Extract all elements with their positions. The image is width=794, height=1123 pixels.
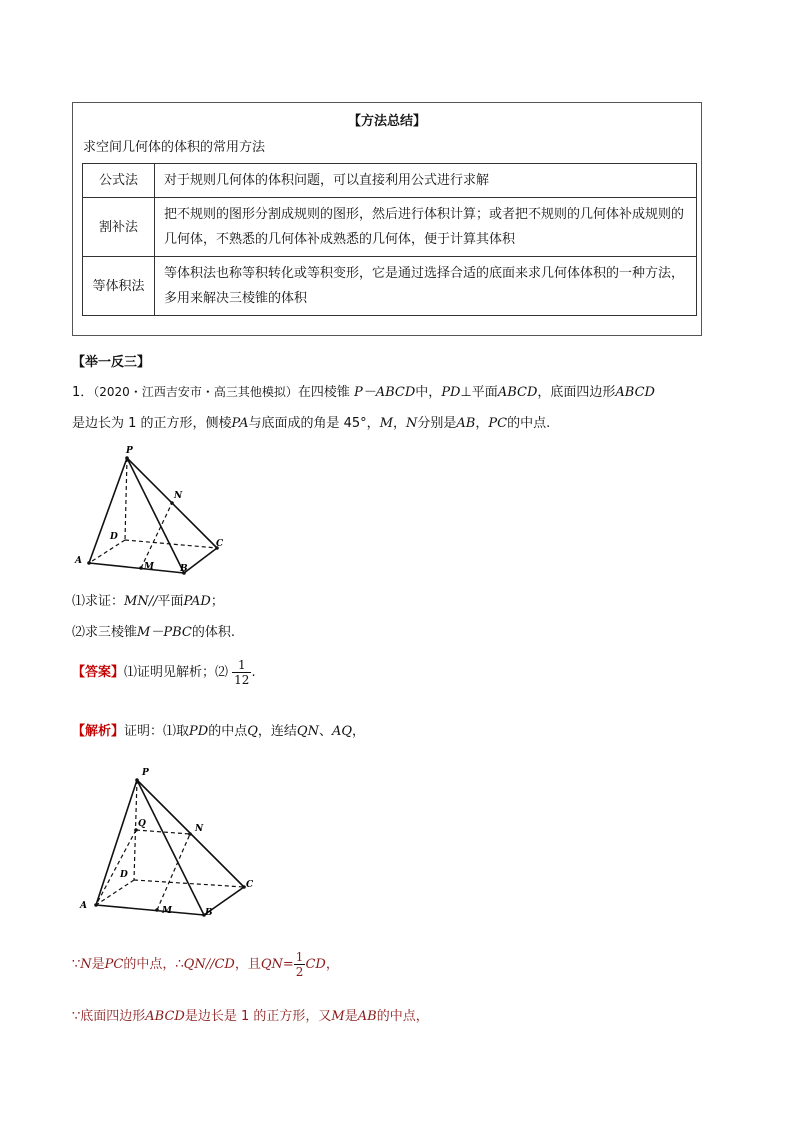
table-row [83, 164, 697, 198]
analysis-text: ， [352, 724, 366, 739]
math-expr: PA [231, 416, 249, 431]
because-symbol: ∵ [72, 1009, 81, 1024]
methods-table [82, 163, 697, 316]
method-desc: 把不规则的图形分割成规则的图形，然后进行体积计算；或者把不规则的几何体补成规则的几何体，不熟悉的几何体补成熟悉的几何体，便于计算其体积 [155, 198, 697, 257]
step-text: 的中点，∴ [123, 957, 184, 972]
label-C: C [216, 539, 224, 549]
problem-line-2 [72, 412, 550, 431]
problem-text: 是边长为 1 的正方形，侧棱 [72, 416, 232, 431]
math-expr: ABCD [497, 385, 538, 400]
math-expr: AB [456, 416, 476, 431]
math-expr: PD [441, 385, 461, 400]
math-expr: QN//CD [183, 957, 235, 972]
math-expr: PD [189, 724, 209, 739]
pyramid-figure-2 [72, 760, 262, 925]
method-desc: 对于规则几何体的体积问题，可以直接利用公式进行求解 [155, 164, 697, 198]
math-expr: QN [260, 957, 283, 972]
method-summary-box [72, 102, 702, 336]
problem-text: 中， [415, 385, 442, 400]
question-text: 平面 [157, 594, 184, 609]
math-expr: AQ [331, 724, 353, 739]
analysis-tag: 【解析】 [72, 724, 125, 739]
step-text: 的中点， [376, 1009, 429, 1024]
math-expr: Q [247, 724, 258, 739]
analysis-text: ，连结 [257, 724, 297, 739]
table-row [83, 198, 697, 257]
answer-line [72, 658, 256, 687]
step-text: 底面四边形 [80, 1009, 146, 1024]
solution-step-2 [72, 1005, 429, 1024]
answer-text: ⑴证明见解析；⑵ [124, 665, 229, 680]
question-text: ； [210, 594, 224, 609]
answer-text: . [251, 665, 256, 680]
solution-step-1 [72, 950, 339, 979]
math-expr: M－PBC [137, 625, 192, 640]
label-P: P [142, 768, 149, 778]
problem-text: 与底面成的角是 45°， [248, 416, 380, 431]
question-text: 的体积. [191, 625, 235, 640]
math-expr: MN// [124, 594, 158, 609]
answer-tag: 【答案】 [72, 665, 125, 680]
math-expr: N [406, 416, 418, 431]
method-name: 割补法 [83, 198, 155, 257]
label-B: B [205, 908, 213, 918]
equals-sign: = [282, 957, 294, 972]
label-B: B [180, 564, 188, 574]
problem-text: 的中点. [507, 416, 551, 431]
problem-text: 在四棱锥 [297, 385, 350, 400]
question-text: ⑵求三棱锥 [72, 625, 138, 640]
problem-text: ，底面四边形 [537, 385, 616, 400]
math-expr: ABCD [615, 385, 655, 400]
math-expr: ABCD [145, 1009, 185, 1024]
label-A: A [75, 556, 82, 566]
math-expr: QN [296, 724, 319, 739]
answer-fraction [232, 658, 251, 687]
summary-subtitle: 求空间几何体的体积的常用方法 [83, 140, 266, 155]
analysis-text: 的中点 [208, 724, 248, 739]
half-fraction [294, 950, 306, 979]
table-row [83, 257, 697, 316]
problem-source: （2020・江西吉安市・高三其他模拟） [93, 385, 298, 399]
label-P: P [126, 446, 133, 456]
pyramid-figure-1 [70, 442, 240, 582]
step-text: 是 [91, 957, 105, 972]
math-expr: P－ABCD [353, 385, 416, 400]
step-text: 是边长是 1 的正方形，又 [184, 1009, 332, 1024]
math-expr: PAD [183, 594, 211, 609]
question-text: ⑴求证： [72, 594, 125, 609]
problem-text: ， [475, 416, 489, 431]
math-expr: M [331, 1009, 345, 1024]
math-expr: AB [357, 1009, 377, 1024]
math-expr: M [379, 416, 393, 431]
math-expr: CD [305, 957, 326, 972]
summary-title: 【方法总结】 [347, 114, 426, 129]
step-text: ， [325, 957, 339, 972]
label-C: C [246, 880, 254, 890]
label-M: M [144, 562, 154, 572]
label-D: D [120, 870, 128, 880]
label-N: N [195, 824, 204, 834]
step-text: ，且 [234, 957, 261, 972]
method-desc: 等体积法也称等积转化或等积变形，它是通过选择合适的底面来求几何体体积的一种方法，多用来解决三棱锥的体积 [155, 257, 697, 316]
analysis-text: 、 [318, 724, 332, 739]
because-symbol: ∵ [72, 957, 81, 972]
step-text: 是 [344, 1009, 358, 1024]
label-Q: Q [138, 819, 146, 829]
analysis-text: 证明：⑴取 [124, 724, 190, 739]
problem-line-1 [72, 381, 655, 400]
problem-text: ⊥平面 [460, 385, 498, 400]
label-A: A [80, 901, 87, 911]
label-N: N [174, 491, 183, 501]
label-M: M [162, 906, 172, 916]
fraction-numerator: 1 [295, 950, 304, 964]
question-2 [72, 621, 235, 640]
math-expr: PC [104, 957, 124, 972]
analysis-line [72, 720, 365, 739]
method-name: 等体积法 [83, 257, 155, 316]
fraction-denominator: 2 [295, 965, 304, 979]
fraction-numerator: 1 [232, 658, 251, 673]
math-expr: N [80, 957, 92, 972]
problem-text: 分别是 [417, 416, 457, 431]
section-heading: 【举一反三】 [72, 355, 151, 370]
problem-text: ， [393, 416, 407, 431]
problem-number: 1． [72, 385, 94, 400]
question-1 [72, 590, 224, 609]
method-name: 公式法 [83, 164, 155, 198]
label-D: D [110, 532, 118, 542]
math-expr: PC [488, 416, 508, 431]
fraction-denominator: 12 [234, 673, 250, 687]
